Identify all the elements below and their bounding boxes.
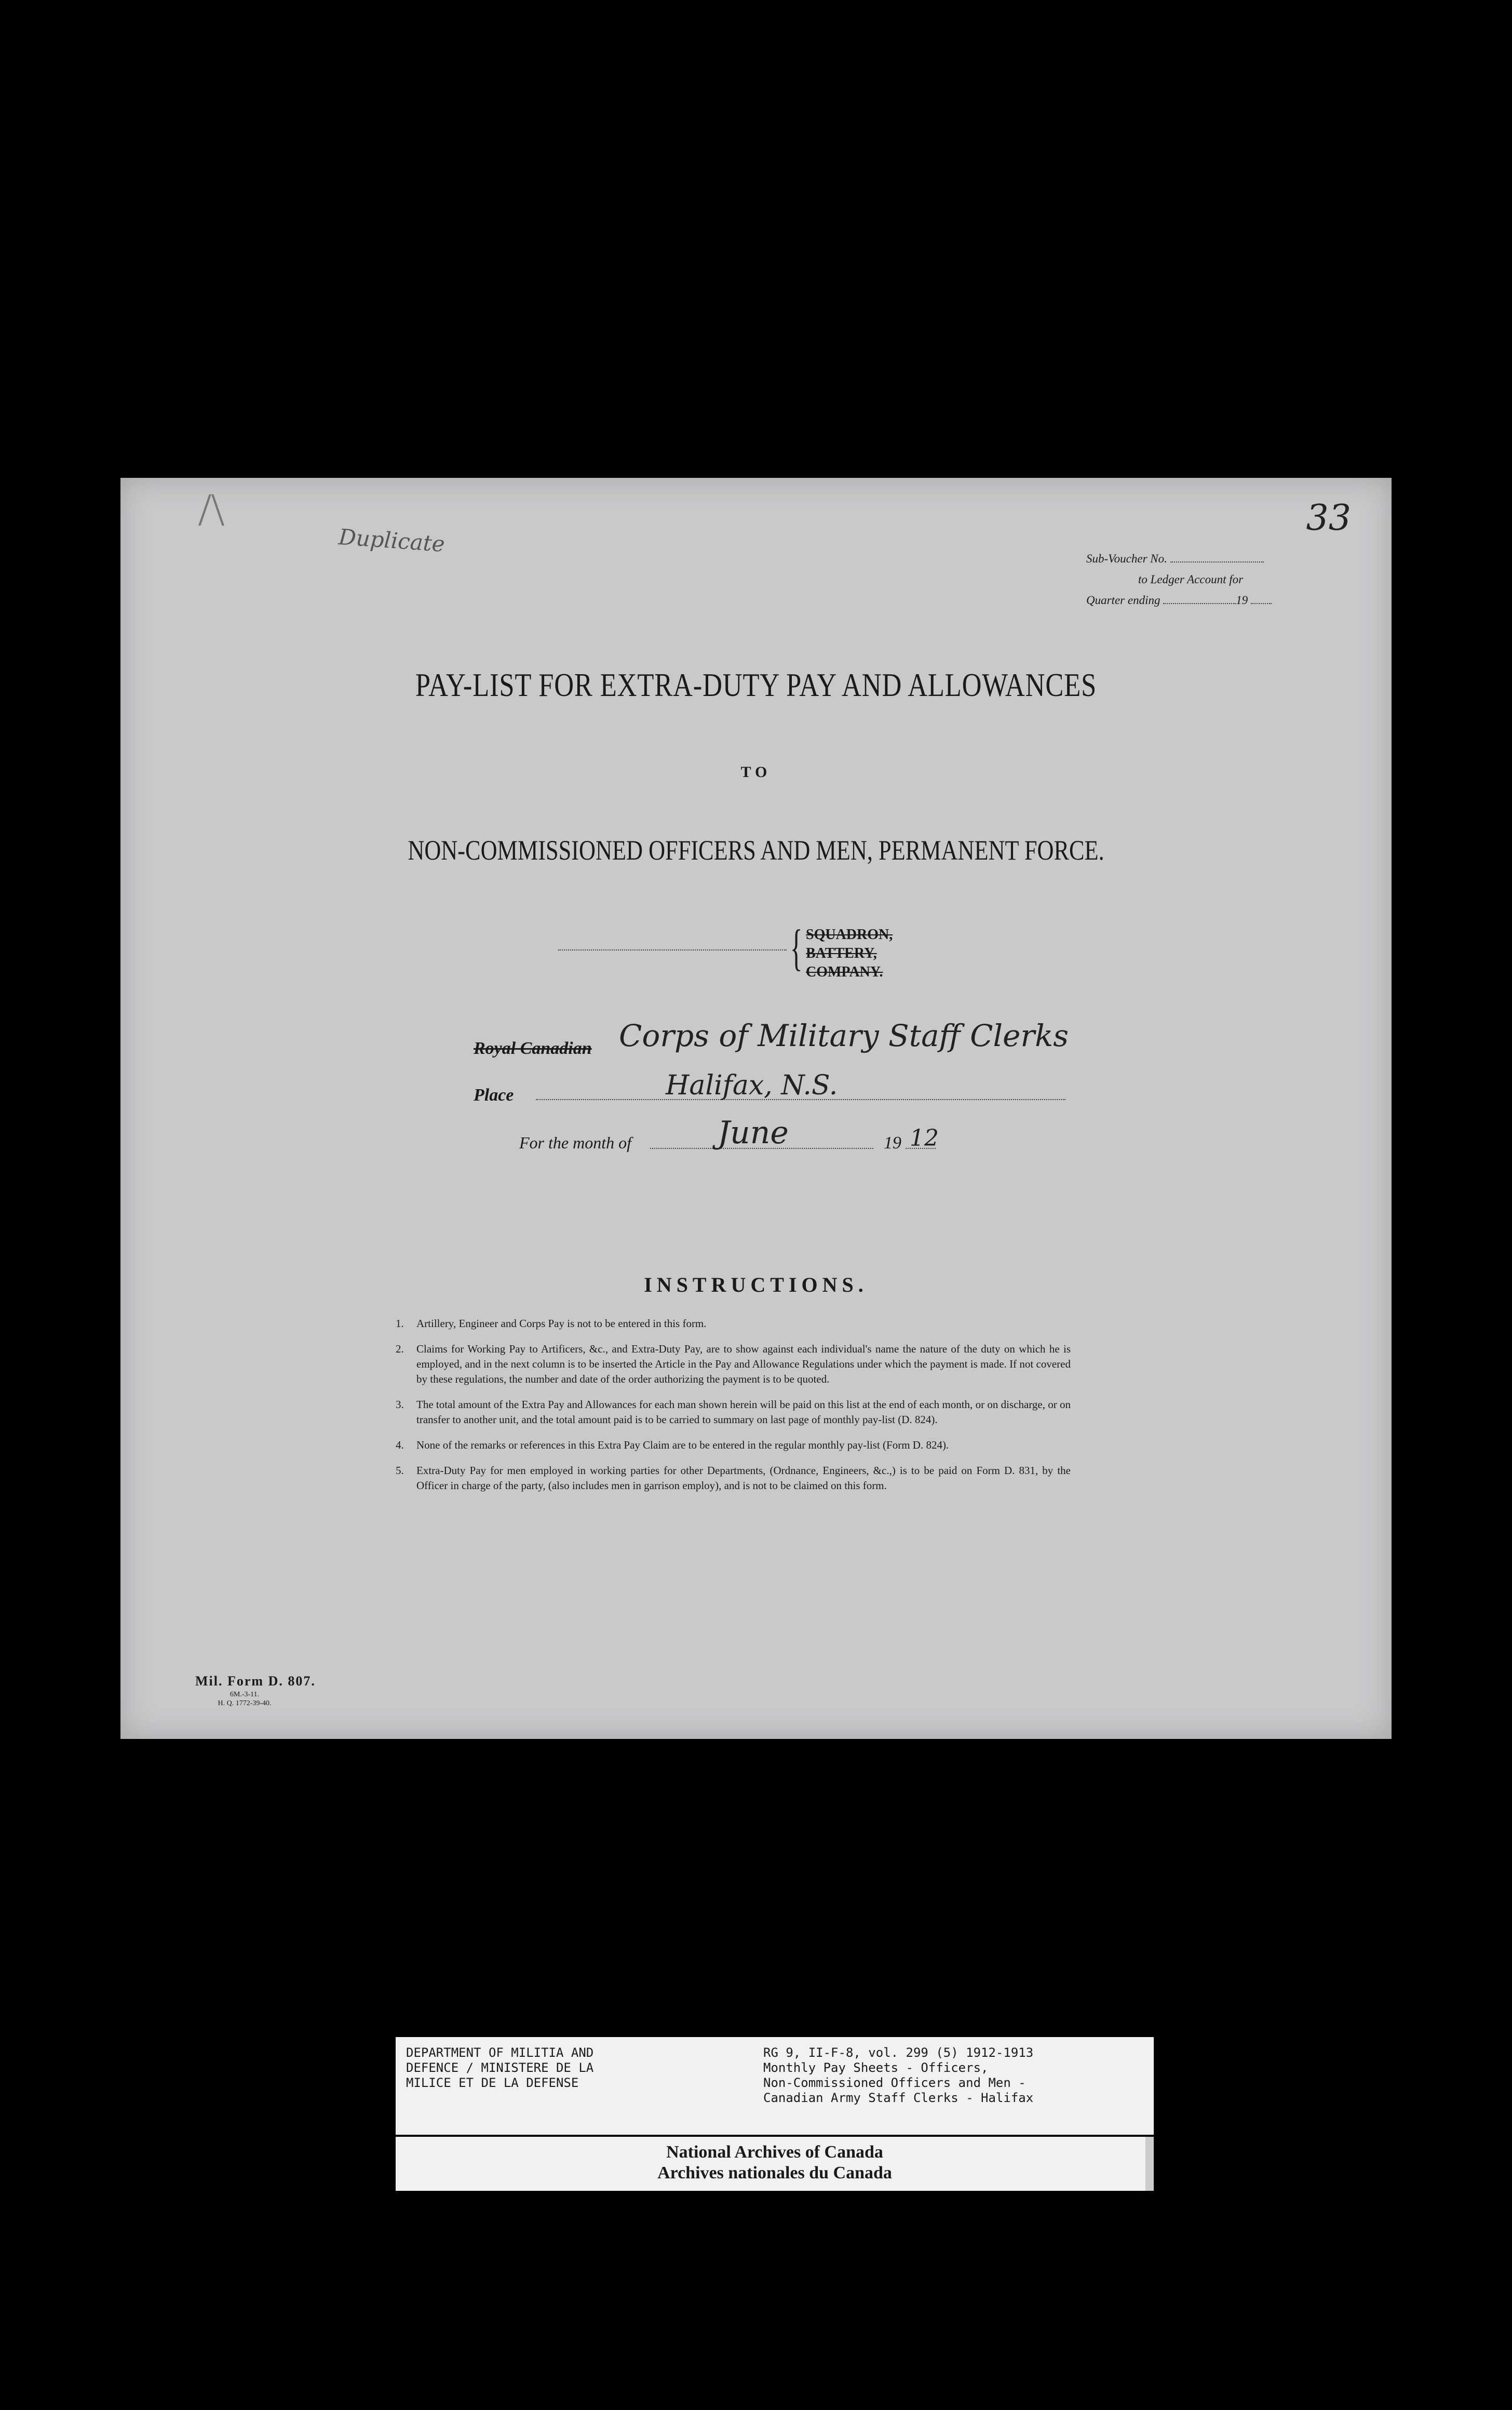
year-suffix: 12 (910, 1125, 939, 1152)
instruction-item (396, 1463, 1071, 1493)
caption-department-line: DEFENCE / MINISTERE DE LA (406, 2060, 594, 2075)
unit-option-company: COMPANY. (806, 964, 883, 980)
place-value: Halifax, N.S. (666, 1070, 838, 1101)
caption-reference-line: RG 9, II-F-8, vol. 299 (5) 1912-1913 (763, 2045, 1034, 2060)
instruction-item (396, 1438, 1071, 1453)
form-code-line-2: H. Q. 1772-39-40. (218, 1699, 272, 1707)
unit-option-squadron: SQUADRON, (806, 927, 893, 943)
instruction-number: 1. (396, 1317, 404, 1330)
instruction-number: 4. (396, 1439, 404, 1451)
voucher-line-3: Quarter ending 19 (1086, 590, 1304, 611)
instruction-text: Artillery, Engineer and Corps Pay is not to be entered in this form. (416, 1317, 707, 1330)
unit-brace: { (790, 920, 803, 976)
form-code-line-1: 6M.-3-11. (230, 1691, 260, 1698)
pay-list-document (120, 478, 1392, 1739)
instructions-heading: INSTRUCTIONS. (644, 1273, 868, 1296)
voucher-line-2: to Ledger Account for (1138, 573, 1244, 586)
unit-option-battery: BATTERY, (806, 945, 877, 961)
month-value: June (718, 1115, 789, 1151)
pencil-mark: /\ (198, 484, 225, 535)
place-label: Place (474, 1086, 514, 1105)
title-to: TO (740, 764, 772, 781)
instruction-text: None of the remarks or references in this Extra Pay Claim are to be entered in the regular monthly pay-list (Form D. 824). (416, 1439, 949, 1451)
caption-reference-line: Canadian Army Staff Clerks - Halifax (763, 2091, 1034, 2105)
instruction-text: The total amount of the Extra Pay and Allowances for each man shown herein will be paid on this list at the end of each month, or on discharge, or on transfer to another unit, and the total amount paid is to be carried to summary on last page of monthly pay-list (D. 824). (416, 1398, 1071, 1426)
instruction-item (396, 1342, 1071, 1387)
instruction-number: 5. (396, 1464, 404, 1477)
form-identifier: Mil. Form D. 807. (195, 1673, 316, 1689)
instruction-number: 3. (396, 1398, 404, 1411)
archive-label (396, 2137, 1154, 2191)
page-number: 33 (1306, 498, 1351, 539)
document-title: PAY-LIST FOR EXTRA-DUTY PAY AND ALLOWANCES (415, 666, 1097, 703)
duplicate-annotation: Duplicate (338, 524, 446, 557)
caption-department-line: MILICE ET DE LA DEFENSE (406, 2076, 579, 2090)
instruction-item (396, 1397, 1071, 1427)
corps-value: Corps of Military Staff Clerks (619, 1018, 1069, 1053)
instruction-text: Extra-Duty Pay for men employed in working parties for other Departments, (Ordnance, Engineers, &c.,) is to be paid on Form D. 831, by the Officer in charge of the party, (also includes men in garrison employ), and is not to be claimed on this form. (416, 1464, 1071, 1492)
archive-name-fr: Archives nationales du Canada (657, 2163, 892, 2183)
caption-reference-line: Non-Commissioned Officers and Men - (763, 2076, 1026, 2090)
document-subtitle: NON-COMMISSIONED OFFICERS AND MEN, PERMANENT FORCE. (408, 835, 1104, 866)
voucher-block (1086, 548, 1304, 611)
instruction-text: Claims for Working Pay to Artificers, &c., and Extra-Duty Pay, are to show against each individual's name the nature of the duty on which he is employed, and in the next column is to be inserted the Article in the Pay and Allowance Regulations under which the payment is made. If not covered by these regulations, the number and date of the order authorizing the payment is to be quoted. (416, 1343, 1071, 1385)
month-label: For the month of (519, 1133, 631, 1152)
voucher-line-1: Sub-Voucher No. (1086, 548, 1304, 569)
instructions-list (396, 1316, 1071, 1504)
corps-label: Royal Canadian (474, 1039, 592, 1058)
archival-caption (396, 2037, 1154, 2135)
form-code (206, 1690, 284, 1708)
archive-label-edge (1145, 2137, 1154, 2191)
instruction-number: 2. (396, 1343, 404, 1355)
archive-name-en: National Archives of Canada (666, 2143, 883, 2162)
year-prefix: 19 (884, 1133, 901, 1153)
caption-department (406, 2045, 593, 2091)
caption-reference-line: Monthly Pay Sheets - Officers, (763, 2060, 989, 2075)
unit-options (806, 926, 893, 982)
caption-reference (763, 2045, 1033, 2106)
instruction-item (396, 1316, 1071, 1331)
caption-department-line: DEPARTMENT OF MILITIA AND (406, 2045, 594, 2060)
unit-dotted-line (558, 949, 787, 950)
